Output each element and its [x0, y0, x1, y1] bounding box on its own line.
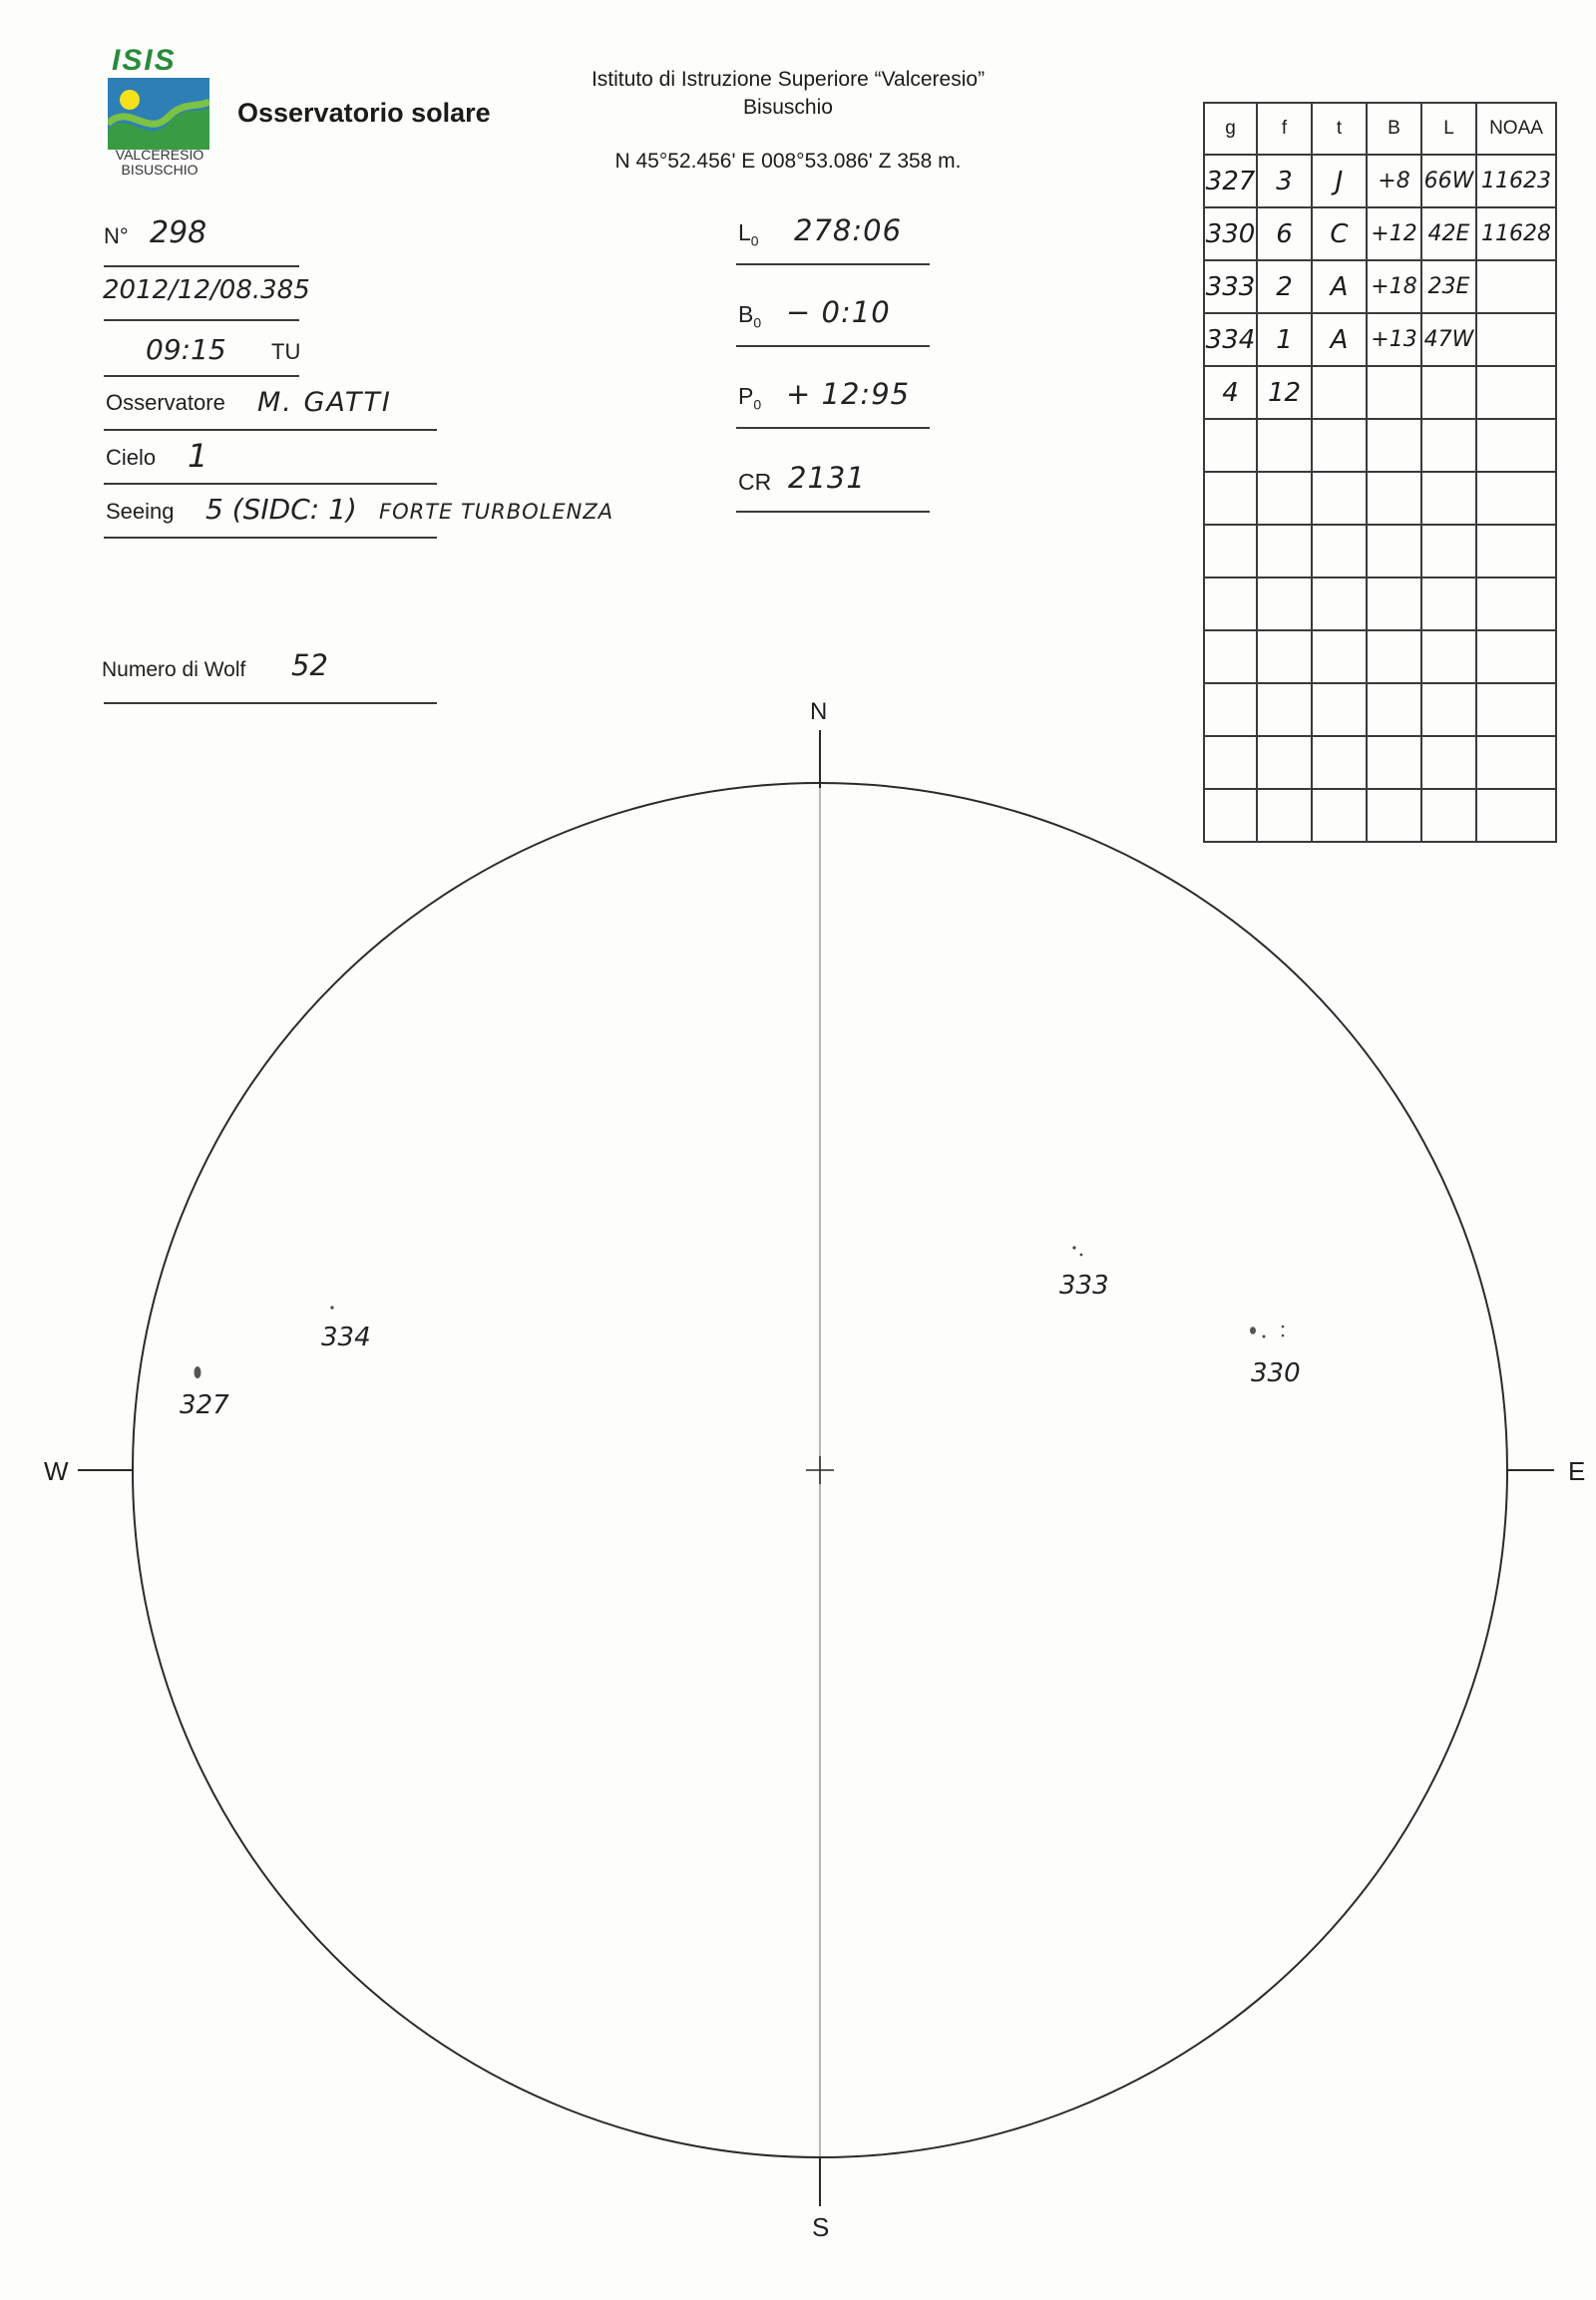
- cell-f: 3: [1257, 155, 1312, 207]
- cell-f: 1: [1257, 313, 1312, 366]
- cell-t: C: [1312, 207, 1367, 260]
- cell-f: 12: [1257, 366, 1312, 419]
- sky-label: Cielo: [106, 445, 157, 470]
- col-header-b: B: [1367, 103, 1421, 155]
- seeing-value: 5 (SIDC: 1): [205, 493, 357, 526]
- col-header-f: f: [1257, 103, 1312, 155]
- time-unit: TU: [271, 339, 301, 364]
- number-value: 298: [150, 215, 207, 250]
- west-label: W: [44, 1456, 69, 1486]
- col-header-noaa: NOAA: [1476, 103, 1556, 155]
- spot-group-330-mark-c: [1282, 1326, 1285, 1329]
- east-label: E: [1568, 1456, 1586, 1486]
- b0-value: − 0:10: [786, 295, 891, 329]
- cell-g: 327: [1204, 155, 1257, 207]
- cr-value: 2131: [788, 461, 866, 495]
- seeing-label: Seeing: [106, 499, 175, 524]
- north-label: N: [810, 698, 828, 725]
- seeing-note: FORTE TURBOLENZA: [379, 500, 614, 524]
- cell-noaa: 11623: [1476, 155, 1556, 207]
- cell-t: J: [1312, 155, 1367, 207]
- cr-label: CR: [738, 469, 772, 495]
- cell-g: 333: [1204, 260, 1257, 313]
- number-label: N°: [104, 223, 129, 248]
- col-header-l: L: [1421, 103, 1476, 155]
- south-label: S: [812, 2212, 830, 2242]
- cell-g: 334: [1204, 313, 1257, 366]
- institute-name: Istituto di Istruzione Superiore “Valceresio” Bisuschio: [591, 68, 986, 119]
- p0-value: + 12:95: [786, 377, 911, 411]
- col-header-t: t: [1312, 103, 1367, 155]
- spot-group-330-mark-b: [1263, 1336, 1266, 1339]
- p0-label: $P_0$: [738, 383, 762, 413]
- wolf-label: Numero di Wolf: [102, 658, 246, 681]
- cell-l: 23E: [1421, 260, 1476, 313]
- logo-subtitle: VALCERESIO BISUSCHIO: [115, 147, 204, 178]
- l0-label: $L_0$: [738, 219, 759, 249]
- col-header-g: g: [1204, 103, 1257, 155]
- spot-group-330-mark-a: [1250, 1327, 1256, 1335]
- cell-t: A: [1312, 313, 1367, 366]
- logo-wordmark: ISIS: [112, 44, 177, 77]
- b0-label: $B_0$: [738, 301, 762, 331]
- spot-group-334-mark: [330, 1306, 333, 1309]
- spot-label-330: 330: [1251, 1358, 1301, 1388]
- cell-b: +13: [1367, 313, 1421, 366]
- observer-value: M. GATTI: [257, 387, 392, 418]
- spot-group-330-mark-d: [1282, 1335, 1285, 1338]
- cell-b: +12: [1367, 207, 1421, 260]
- cell-f: 6: [1257, 207, 1312, 260]
- sky-value: 1: [188, 437, 208, 475]
- spot-group-333-mark-a: [1072, 1246, 1075, 1249]
- cell-b: +8: [1367, 155, 1421, 207]
- observer-label: Osservatore: [106, 390, 225, 415]
- site-coordinates: N 45°52.456' E 008°53.086' Z 358 m.: [614, 150, 962, 173]
- observatory-title: Osservatorio solare: [237, 98, 491, 128]
- cell-l: 42E: [1421, 207, 1476, 260]
- spot-label-333: 333: [1059, 1271, 1109, 1301]
- l0-value: 278:06: [794, 213, 903, 247]
- spot-group-327-mark: [195, 1366, 201, 1378]
- date-value: 2012/12/08.385: [103, 275, 310, 305]
- cell-g: 4: [1204, 366, 1257, 419]
- cell-t: A: [1312, 260, 1367, 313]
- cell-l: 47W: [1421, 313, 1476, 366]
- spot-label-327: 327: [180, 1390, 229, 1420]
- cell-noaa: 11628: [1476, 207, 1556, 260]
- time-value: 09:15: [146, 333, 226, 366]
- cell-f: 2: [1257, 260, 1312, 313]
- wolf-value: 52: [291, 648, 328, 682]
- cell-l: 66W: [1421, 155, 1476, 207]
- cell-g: 330: [1204, 207, 1257, 260]
- spot-group-333-mark-b: [1080, 1254, 1083, 1257]
- cell-b: +18: [1367, 260, 1421, 313]
- spot-label-334: 334: [321, 1323, 371, 1352]
